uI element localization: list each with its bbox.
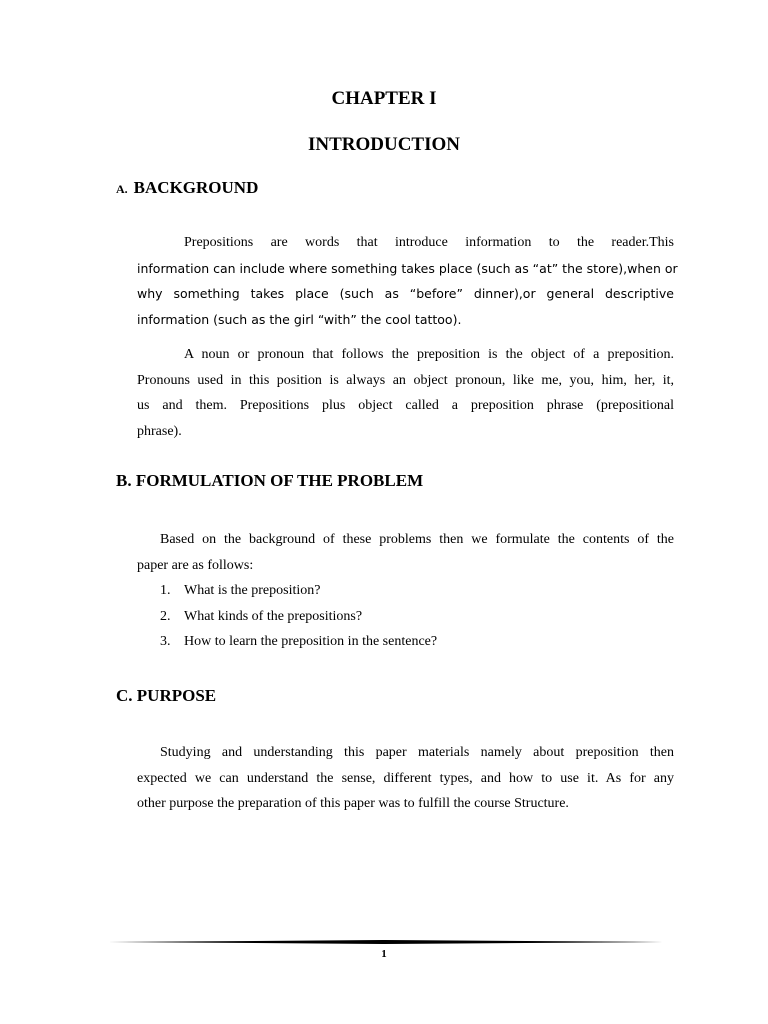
section-a-letter: A. [116,182,128,196]
list-item-number: 2. [160,608,171,624]
paragraph-line: information can include where something takes place (such as “at” the store),when or [137,260,678,276]
list-item-number: 3. [160,634,171,649]
page-number: 1 [381,948,387,960]
paragraph-line: Studying and understanding this paper materials namely about preposition then [160,745,674,760]
problem-list [160,578,437,655]
paragraph-line: us and them. Prepositions plus object called a preposition phrase (prepositional [137,398,674,413]
paragraph-line: A noun or pronoun that follows the preposition is the object of a preposition. [184,347,674,362]
list-item-number: 1. [160,583,171,598]
list-item-text: How to learn the preposition in the sentence? [184,634,438,649]
paragraph-line: phrase). [137,423,182,439]
list-item [160,629,437,655]
chapter-title: CHAPTER I [331,88,437,109]
paragraph-line: Based on the background of these problems then we formulate the contents of the [160,532,674,547]
section-c-heading: C. PURPOSE [116,686,217,705]
page-title: INTRODUCTION [307,134,461,155]
paragraph-line: information (such as the girl “with” the cool tattoo). [137,311,462,327]
list-item-text: What kinds of the prepositions? [184,608,363,624]
paragraph-line: Pronouns used in this position is always an object pronoun, like me, you, him, her, it, [137,372,674,388]
list-item-text: What is the preposition? [184,583,321,598]
list-item [160,578,437,604]
background-paragraph-2 [137,342,674,444]
section-b-heading: B. FORMULATION OF THE PROBLEM [116,471,424,490]
section-a-heading [116,178,258,198]
paragraph-line: Prepositions are words that introduce information to the reader.This [184,235,674,250]
purpose-paragraph [137,740,674,817]
section-a-title: BACKGROUND [133,178,259,197]
footer-rule [108,940,663,944]
formulation-paragraph [137,527,674,578]
list-item [160,604,437,630]
paragraph-line: why something takes place (such as “before” dinner),or general descriptive [137,286,674,301]
paragraph-line: paper are as follows: [137,557,254,573]
background-paragraph-1 [137,229,678,332]
paragraph-line: other purpose the preparation of this paper was to fulfill the course Structure. [137,796,569,811]
paragraph-line: expected we can understand the sense, different types, and how to use it. As for any [137,770,674,786]
